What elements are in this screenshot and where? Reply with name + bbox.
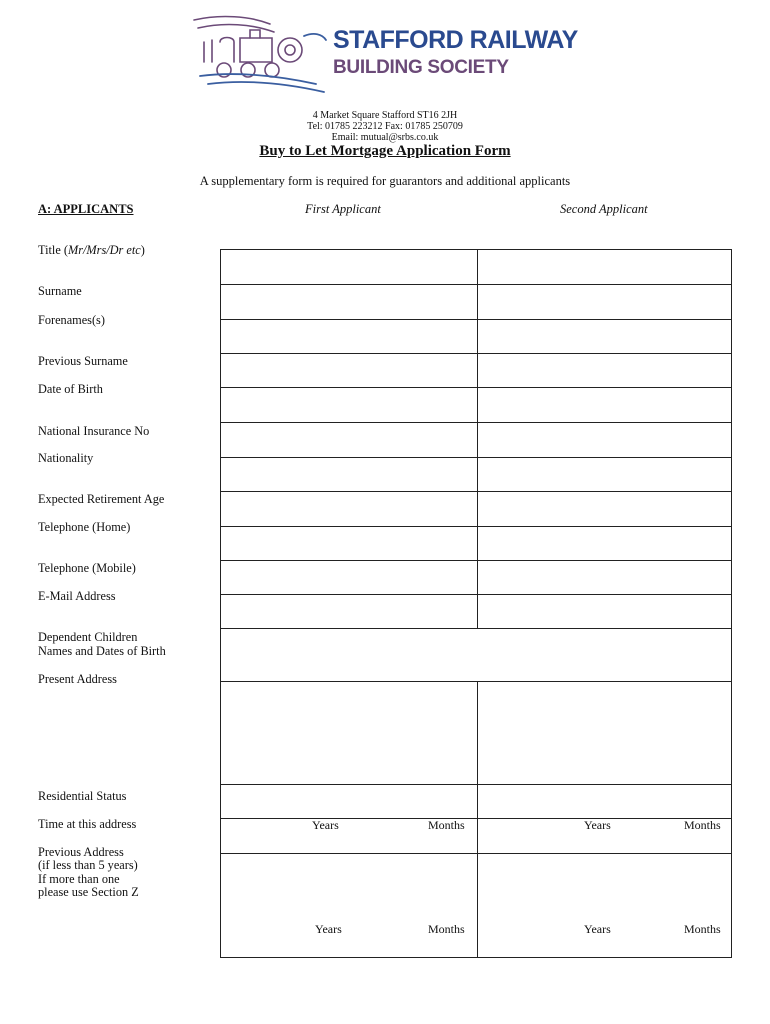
society-address: 4 Market Square Stafford ST16 2JH: [312, 110, 458, 121]
second-applicant-heading: Second Applicant: [560, 202, 648, 216]
time-at-address-label: Time at this address: [38, 817, 137, 831]
first-previous-address-field[interactable]: [220, 853, 478, 958]
dependents-label-2: Names and Dates of Birth: [38, 644, 166, 658]
second-forenames-field[interactable]: [477, 319, 732, 354]
first-prev-months-label: Months: [428, 922, 465, 936]
prev-address-label-1: Previous Address: [38, 845, 124, 859]
brand-name-line1: STAFFORD RAILWAY: [333, 26, 578, 54]
society-email[interactable]: Email: mutual@srbs.co.uk: [331, 132, 439, 143]
second-previous-address-field[interactable]: [477, 853, 732, 958]
second-dob-field[interactable]: [477, 387, 732, 423]
second-nationality-field[interactable]: [477, 457, 732, 492]
prev-address-label-4: please use Section Z: [38, 885, 139, 899]
tel-home-label: Telephone (Home): [38, 520, 131, 534]
second-tel-home-field[interactable]: [477, 526, 732, 561]
first-forenames-field[interactable]: [220, 319, 478, 354]
present-address-label: Present Address: [38, 672, 117, 686]
second-ni-field[interactable]: [477, 422, 732, 458]
first-tel-mobile-field[interactable]: [220, 560, 478, 595]
first-time-months-label: Months: [428, 818, 465, 832]
first-ni-field[interactable]: [220, 422, 478, 458]
second-prev-months-label: Months: [684, 922, 721, 936]
supplementary-note: A supplementary form is required for guarantors and additional applicants: [199, 174, 571, 188]
ni-label: National Insurance No: [38, 424, 150, 438]
first-email-field[interactable]: [220, 594, 478, 629]
forenames-label: Forenames(s): [38, 313, 105, 327]
first-applicant-heading: First Applicant: [305, 202, 381, 216]
second-email-field[interactable]: [477, 594, 732, 629]
nationality-label: Nationality: [38, 451, 94, 465]
train-logo-icon: [190, 12, 330, 94]
first-dob-field[interactable]: [220, 387, 478, 423]
title-label: Title (Mr/Mrs/Dr etc): [38, 243, 145, 257]
first-retirement-field[interactable]: [220, 491, 478, 527]
second-tel-mobile-field[interactable]: [477, 560, 732, 595]
second-title-field[interactable]: [477, 249, 732, 285]
first-prev-years-label: Years: [315, 922, 342, 936]
first-residential-status-field[interactable]: [220, 784, 478, 819]
dependents-field[interactable]: [220, 628, 732, 682]
prev-address-label-3: If more than one: [38, 872, 120, 886]
first-present-address-field[interactable]: [220, 681, 478, 785]
second-prev-years-label: Years: [584, 922, 611, 936]
email-label: E-Mail Address: [38, 589, 116, 603]
second-present-address-field[interactable]: [477, 681, 732, 785]
prev-address-label-2: (if less than 5 years): [38, 858, 138, 872]
section-a-heading: A: APPLICANTS: [38, 202, 134, 216]
dob-label: Date of Birth: [38, 382, 103, 396]
first-previous-surname-field[interactable]: [220, 353, 478, 388]
previous-surname-label: Previous Surname: [38, 354, 128, 368]
form-title: Buy to Let Mortgage Application Form: [259, 143, 511, 159]
retirement-label: Expected Retirement Age: [38, 492, 165, 506]
tel-mobile-label: Telephone (Mobile): [38, 561, 136, 575]
second-time-months-label: Months: [684, 818, 721, 832]
first-tel-home-field[interactable]: [220, 526, 478, 561]
second-retirement-field[interactable]: [477, 491, 732, 527]
first-surname-field[interactable]: [220, 284, 478, 320]
second-surname-field[interactable]: [477, 284, 732, 320]
first-time-years-label: Years: [312, 818, 339, 832]
brand-name-line2: BUILDING SOCIETY: [333, 57, 509, 78]
first-title-field[interactable]: [220, 249, 478, 285]
dependents-label-1: Dependent Children: [38, 630, 138, 644]
second-previous-surname-field[interactable]: [477, 353, 732, 388]
residential-status-label: Residential Status: [38, 789, 127, 803]
second-time-years-label: Years: [584, 818, 611, 832]
society-phones: Tel: 01785 223212 Fax: 01785 250709: [307, 121, 463, 132]
first-nationality-field[interactable]: [220, 457, 478, 492]
second-residential-status-field[interactable]: [477, 784, 732, 819]
surname-label: Surname: [38, 284, 82, 298]
